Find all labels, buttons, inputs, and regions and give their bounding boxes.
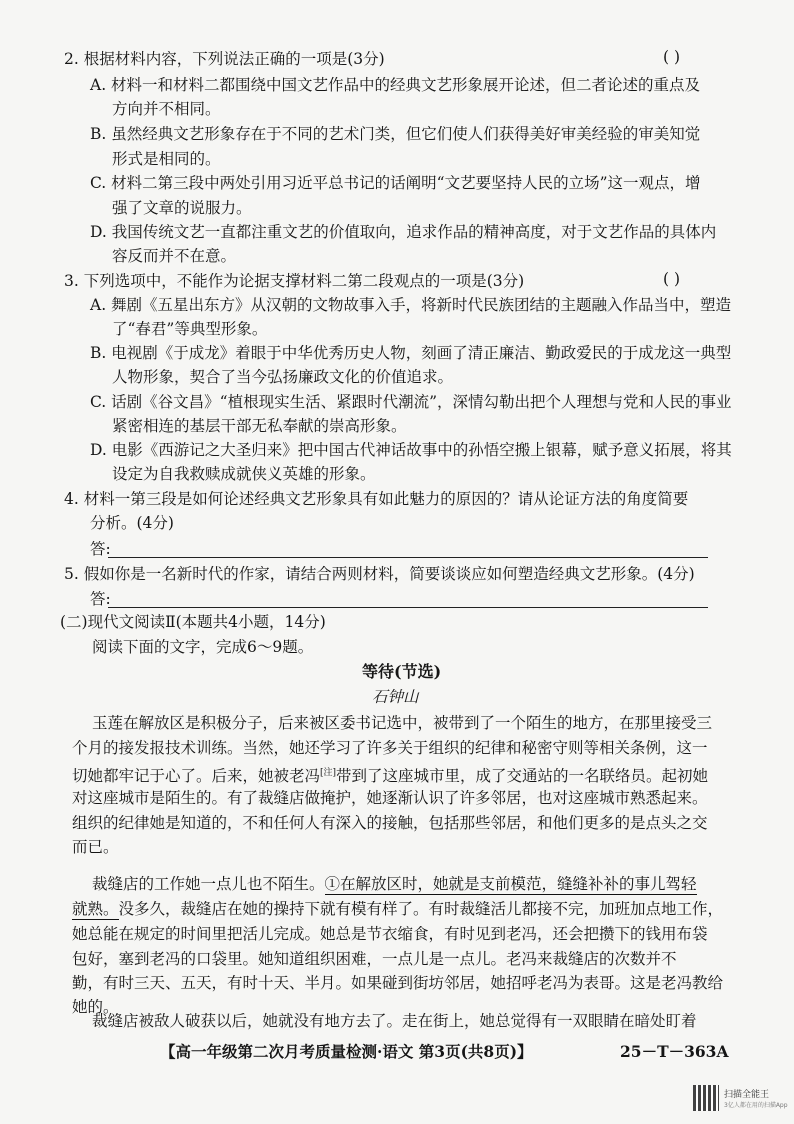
passage-p1-line3-a: 切她都牢记于心了。后来，她被老冯 <box>72 767 321 786</box>
passage-p1-line6: 而已。 <box>72 838 119 856</box>
q3-option-b: B. 电视剧《于成龙》着眼于中华优秀历史人物，刻画了清正廉洁、勤政爱民的于成龙这一典型 <box>90 344 732 362</box>
q4-stem: 4. 材料一第三段是如何论述经典文艺形象具有如此魅力的原因的？请从论证方法的角度简要 <box>64 490 689 508</box>
q5-answer-line[interactable] <box>108 606 708 608</box>
q3-option-c: C. 话剧《谷文昌》“植根现实生活、紧跟时代潮流”，深情勾勒出把个人理想与党和人民的事业 <box>90 393 732 411</box>
passage-p2-line4: 包好，塞到老冯的口袋里。她知道组织困难，一点儿是一点儿。老冯来裁缝店的次数并不 <box>72 950 677 968</box>
passage-p2-line2-b: 没多久，裁缝店在她的操持下就有模有样了。有时裁缝活儿都接不完，加班加点地工作， <box>118 900 724 918</box>
footer-page-info: 【高一年级第二次月考质量检测·语文 第3页(共8页)】 <box>160 1042 533 1061</box>
q3-option-b-cont: 人物形象，契合了当今弘扬廉政文化的价值追求。 <box>112 368 454 386</box>
q2-option-c-cont: 强了文章的说服力。 <box>112 199 252 217</box>
q5-stem: 5. 假如你是一名新时代的作家，请结合两则材料，简要谈谈应如何塑造经典文艺形象。(4分) <box>64 565 695 583</box>
passage-p2-line5: 勤，有时三天、五天，有时十天、半月。如果碰到街坊邻居，她招呼老冯为表哥。这是老冯教给 <box>72 974 724 992</box>
passage-p1-line4: 对这座城市是陌生的。有了裁缝店做掩护，她逐渐认识了许多邻居，也对这座城市熟悉起来。 <box>72 789 708 807</box>
q3-option-c-cont: 紧密相连的基层干部无私奉献的崇高形象。 <box>112 417 407 435</box>
section-instruction: 阅读下面的文字，完成6～9题。 <box>92 638 314 656</box>
qr-code-icon <box>693 1085 719 1111</box>
passage-author: 石钟山 <box>372 688 419 706</box>
passage-p2-line1 <box>92 873 697 895</box>
q3-stem: 3. 下列选项中，不能作为论据支撑材料二第二段观点的一项是(3分) <box>64 272 525 290</box>
q2-option-b: B. 虽然经典文艺形象存在于不同的艺术门类，但它们使人们获得美好审美经验的审美知觉 <box>90 125 701 143</box>
passage-title: 等待(节选) <box>362 662 442 681</box>
q3-answer-paren: ( ) <box>663 270 681 288</box>
section-heading: (二)现代文阅读Ⅱ(本题共4小题，14分) <box>60 613 326 631</box>
q5-answer-label: 答: <box>90 590 111 608</box>
underlined-sentence-1: ①在解放区时，她就是支前模范，缝缝补补的事儿驾轻 <box>324 875 697 893</box>
q2-answer-paren: ( ) <box>663 48 681 66</box>
passage-p3-line1: 裁缝店被敌人破获以后，她就没有地方去了。走在街上，她总觉得有一双眼睛在暗处盯着 <box>92 1012 697 1030</box>
scanner-app-badge: 扫描全能王 <box>724 1090 770 1100</box>
q3-option-d: D. 电影《西游记之大圣归来》把中国古代神话故事中的孙悟空搬上银幕，赋予意义拓展，将其 <box>90 441 732 459</box>
passage-p2-line3: 她总能在规定的时间里把活儿完成。她总是节衣缩食，有时见到老冯，还会把攒下的钱用布袋 <box>72 925 708 943</box>
q2-option-a: A. 材料一和材料二都围绕中国文艺作品中的经典文艺形象展开论述，但二者论述的重点及 <box>90 76 701 94</box>
passage-p2-line1-a: 裁缝店的工作她一点儿也不陌生。 <box>92 875 325 893</box>
q2-option-a-cont: 方向并不相同。 <box>112 100 221 118</box>
q2-option-c: C. 材料二第三段中两处引用习近平总书记的话阐明“文艺要坚持人民的立场”这一观点，增 <box>90 174 701 192</box>
underlined-sentence-1-end: 就熟。 <box>72 900 119 918</box>
q4-answer-line[interactable] <box>108 556 708 558</box>
passage-p1-line3-b: 带到了这座城市里，成了交通站的一名联络员。起初她 <box>336 767 709 786</box>
passage-p1-line3 <box>72 762 708 787</box>
q4-stem-cont: 分析。(4分) <box>90 514 174 532</box>
passage-p2-line2 <box>72 898 723 920</box>
q2-option-d-cont: 容反而并不在意。 <box>112 247 237 265</box>
passage-p1-line2: 个月的接发报技术训练。当然，她还学习了许多关于组织的纪律和秘密守则等相关条例，这一 <box>72 739 708 757</box>
passage-p2-line6: 她的。 <box>72 998 119 1016</box>
q3-option-a-cont: 了“春君”等典型形象。 <box>112 320 268 338</box>
q2-option-d: D. 我国传统文艺一直都注重文艺的价值取向，追求作品的精神高度，对于文艺作品的具体内 <box>90 223 717 241</box>
q3-option-d-cont: 设定为自我救赎成就侠义英雄的形象。 <box>112 465 376 483</box>
footnote-marker: [注] <box>320 768 337 778</box>
q2-stem: 2. 根据材料内容，下列说法正确的一项是(3分) <box>64 50 385 68</box>
scanner-app-slogan: 3亿人都在用的扫描App <box>724 1102 788 1109</box>
q2-option-b-cont: 形式是相同的。 <box>112 150 221 168</box>
passage-p1-line5: 组织的纪律她是知道的，不和任何人有深入的接触，包括那些邻居，和他们更多的是点头之交 <box>72 814 708 832</box>
q3-option-a: A. 舞剧《五星出东方》从汉朝的文物故事入手，将新时代民族团结的主题融入作品当中，塑造 <box>90 296 732 314</box>
passage-p1-line1: 玉莲在解放区是积极分子，后来被区委书记选中，被带到了一个陌生的地方，在那里接受三 <box>92 714 713 732</box>
q4-answer-label: 答: <box>90 540 111 558</box>
footer-exam-code: 25－T－363A <box>620 1042 729 1061</box>
